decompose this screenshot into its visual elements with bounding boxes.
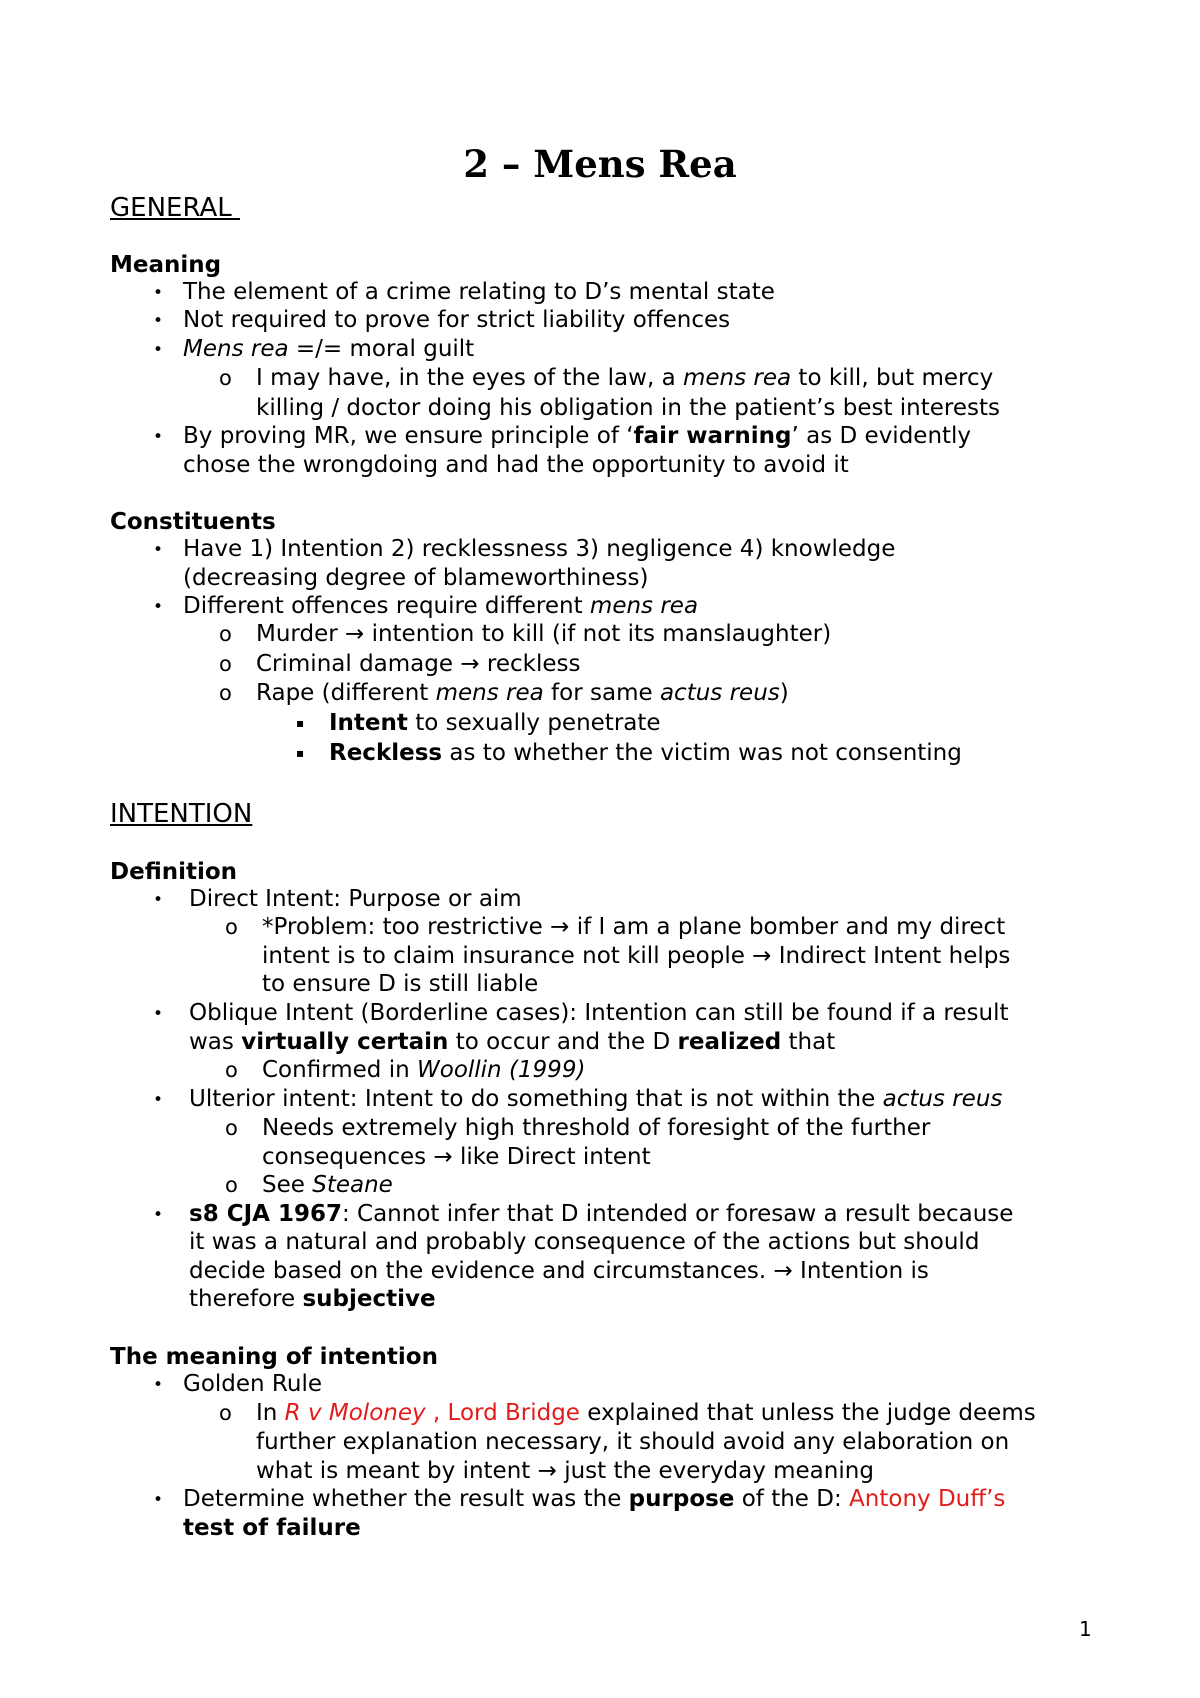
bullet: o [225,1116,238,1140]
bullet: • [153,427,164,447]
bullet: ▪ [296,746,305,760]
list-item: Direct Intent: Purpose or aim [189,886,522,912]
list-item: Reckless as to whether the victim was not consenting [329,740,962,766]
bullet: • [153,540,164,560]
list-item: Rape (different mens rea for same actus reus) [256,680,789,706]
subheading-definition: Definition [110,859,238,885]
list-item: In R v Moloney , Lord Bridge explained that unless the judge deems [256,1400,1036,1426]
list-item-continuation: consequences → like Direct intent [262,1144,651,1170]
author-name: Antony Duff’s [849,1486,1006,1512]
bullet: • [153,340,164,360]
bullet: o [219,366,232,390]
bullet: ▪ [296,716,305,730]
bullet: • [153,1205,164,1225]
subheading-meaning-of-intention: The meaning of intention [110,1344,438,1370]
list-item: The element of a crime relating to D’s mental state [183,279,775,305]
list-item-continuation: further explanation necessary, it should avoid any elaboration on [256,1429,1010,1455]
list-item: Ulterior intent: Intent to do something that is not within the actus reus [189,1086,1003,1112]
list-item: Criminal damage → reckless [256,651,581,677]
section-heading-intention: INTENTION [110,799,253,829]
subheading-constituents: Constituents [110,509,276,535]
bullet: o [219,652,232,676]
bullet: o [219,681,232,705]
list-item-continuation: to ensure D is still liable [262,971,539,997]
list-item-continuation: killing / doctor doing his obligation in the patient’s best interests [256,395,1000,421]
list-item: Needs extremely high threshold of foresight of the further [262,1115,931,1141]
judge-name: , Lord Bridge [432,1400,580,1426]
page-title: 2 – Mens Rea [463,142,737,186]
bullet: o [219,622,232,646]
bullet: • [153,311,164,331]
bullet: • [153,597,164,617]
bullet: • [153,283,164,303]
list-item-continuation: test of failure [183,1515,361,1541]
case-name: R v Moloney [284,1400,433,1426]
list-item: *Problem: too restrictive → if I am a plane bomber and my direct [262,914,1006,940]
list-item: Different offences require different mens rea [183,593,699,619]
list-item: s8 CJA 1967: Cannot infer that D intended or foresaw a result because [189,1201,1014,1227]
list-item: Golden Rule [183,1371,322,1397]
bullet: o [225,1173,238,1197]
list-item-continuation: (decreasing degree of blameworthiness) [183,565,649,591]
list-item: Intent to sexually penetrate [329,710,661,736]
list-item: Oblique Intent (Borderline cases): Intention can still be found if a result [189,1000,1009,1026]
bullet: o [225,915,238,939]
list-item: Confirmed in Woollin (1999) [262,1057,586,1083]
list-item: Determine whether the result was the purpose of the D: Antony Duff’s [183,1486,1006,1512]
list-item-continuation: chose the wrongdoing and had the opportunity to avoid it [183,452,849,478]
bullet: • [153,1004,164,1024]
list-item: By proving MR, we ensure principle of ‘fair warning’ as D evidently [183,423,972,449]
bullet: • [153,1490,164,1510]
list-item: Murder → intention to kill (if not its manslaughter) [256,621,832,647]
page-number: 1 [1079,1617,1092,1641]
list-item: See Steane [262,1172,393,1198]
list-item-continuation: what is meant by intent → just the everyday meaning [256,1458,874,1484]
bullet: • [153,1375,164,1395]
list-item: I may have, in the eyes of the law, a mens rea to kill, but mercy [256,365,994,391]
bullet: • [153,890,164,910]
list-item: Have 1) Intention 2) recklessness 3) negligence 4) knowledge [183,536,896,562]
bullet: • [153,1090,164,1110]
subheading-meaning: Meaning [110,252,222,278]
list-item-continuation: was virtually certain to occur and the D realized that [189,1029,836,1055]
list-item-continuation: it was a natural and probably consequence of the actions but should [189,1229,980,1255]
bullet: o [219,1401,232,1425]
section-heading-general: GENERAL [110,193,240,223]
list-item: Not required to prove for strict liability offences [183,307,731,333]
list-item-continuation: intent is to claim insurance not kill people → Indirect Intent helps [262,943,1011,969]
list-item-continuation: decide based on the evidence and circumstances. → Intention is [189,1258,929,1284]
bullet: o [225,1058,238,1082]
list-item-continuation: therefore subjective [189,1286,436,1312]
list-item: Mens rea =/= moral guilt [183,336,475,362]
